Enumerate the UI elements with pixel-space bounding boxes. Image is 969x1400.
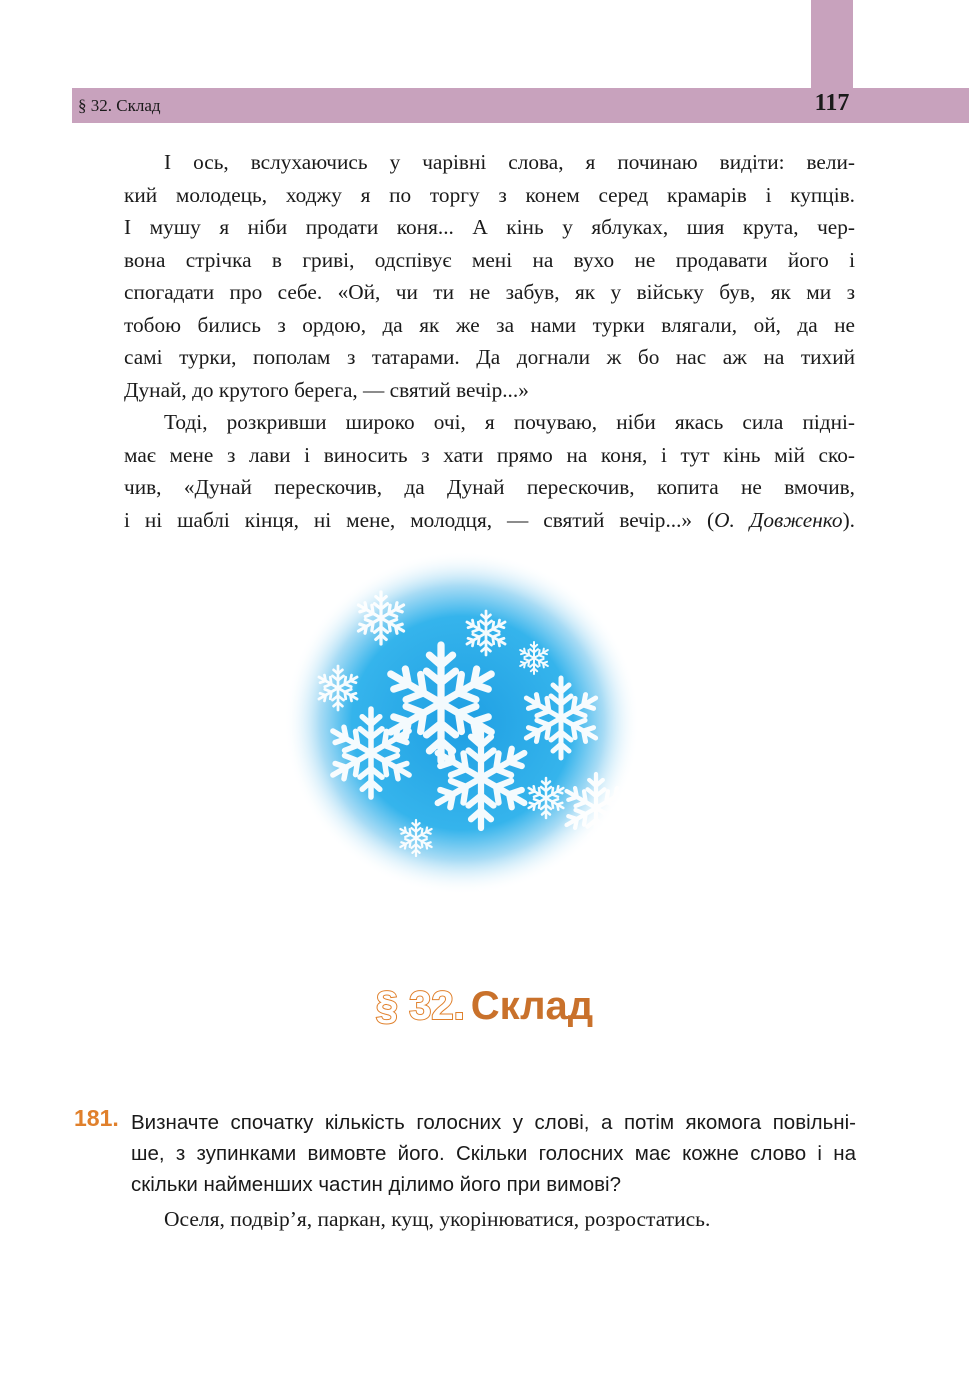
text-line: самі турки, пополам з татарами. Да догнали ж бо нас аж на тихий <box>124 345 855 369</box>
text-fragment: ). <box>842 507 855 532</box>
text-line: має мене з лави і виносить з хати прямо на коня, і тут кінь мій ско- <box>124 442 855 467</box>
exercise-line: ше, з зупинками вимовте його. Скільки голосних має кожне слово і на <box>131 1142 856 1165</box>
section-heading <box>0 984 969 1029</box>
paragraph-1 <box>124 146 855 406</box>
citation-author: О. Довженко <box>714 507 843 532</box>
text-line: І ось, вслухаючись у чарівні слова, я починаю видіти: вели- <box>164 150 855 174</box>
exercise-number: 181. <box>74 1105 119 1131</box>
text-line: тобою бились з ордою, да як же за нами турки влягали, ой, да не <box>124 312 855 337</box>
text-line: кий молодець, ходжу я по торгу з конем серед крамарів і купців. <box>124 182 855 207</box>
text-fragment: і ні шаблі кінця, ні мене, молодця, — святий вечір...» ( <box>124 507 715 532</box>
exercise-line: скільки найменших частин ділимо його при вимові? <box>131 1173 621 1196</box>
text-line-with-citation <box>124 504 855 537</box>
text-line: Дунай, до крутого берега, — святий вечір...» <box>124 377 529 402</box>
snowflakes-illustration <box>276 543 654 915</box>
exercise-word-list: Оселя, подвір’я, паркан, кущ, укорінюватися, розростатись. <box>164 1207 711 1231</box>
text-line: Тоді, розкривши широко очі, я почуваю, ніби якась сила підні- <box>164 410 855 434</box>
exercise-line: Визначте спочатку кількість голосних у слові, а потім якомога повільні- <box>131 1111 856 1134</box>
text-line: І мушу я ніби продати коня... А кінь у яблуках, шия крута, чер- <box>124 215 855 239</box>
text-line: чив, «Дунай перескочив, да Дунай перескочив, копита не вмочив, <box>124 475 855 499</box>
running-header-title: § 32. Склад <box>78 96 161 115</box>
literary-excerpt <box>124 146 855 536</box>
exercise-instructions <box>131 1107 856 1200</box>
section-title: Склад <box>470 984 594 1028</box>
text-line: вона стрічка в гриві, одспівує мені на вухо не продавати його і <box>124 247 855 272</box>
text-line: спогадати про себе. «Ой, чи ти не забув, як у війську був, як ми з <box>124 280 855 304</box>
section-number: § 32. <box>375 984 465 1028</box>
paragraph-2 <box>124 406 855 536</box>
page-number: 117 <box>814 90 850 116</box>
